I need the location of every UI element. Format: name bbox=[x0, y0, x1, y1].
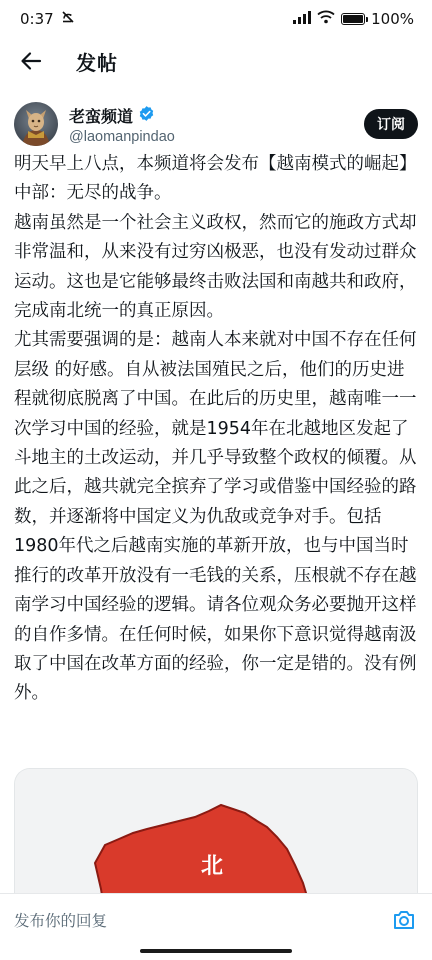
battery-fill bbox=[343, 15, 363, 23]
status-right bbox=[293, 10, 414, 28]
reply-bar bbox=[0, 893, 432, 945]
camera-button[interactable] bbox=[390, 906, 418, 934]
avatar[interactable] bbox=[14, 102, 58, 146]
subscribe-button[interactable]: 订阅 bbox=[364, 109, 418, 139]
battery-icon bbox=[341, 13, 365, 25]
vietnam-map-image bbox=[15, 769, 418, 893]
status-left bbox=[20, 9, 76, 29]
home-indicator[interactable] bbox=[140, 949, 292, 953]
post-media-image[interactable] bbox=[14, 768, 418, 893]
post-paragraph: 越南虽然是一个社会主义政权，然而它的施政方式却非常温和，从来没有过穷凶极恶，也没有发动过群众运动。这也是它能够最终击败法国和南越共和政府，完成南北统一的真正原因。 bbox=[14, 212, 417, 322]
page-title: 发帖 bbox=[76, 50, 118, 75]
signal-icon bbox=[293, 10, 311, 28]
post-author-row bbox=[14, 100, 418, 148]
post-paragraph: 尤其需要强调的是：越南人本来就对中国不存在任何层级 的好感。自从被法国殖民之后，他们的历史进程就彻底脱离了中国。在此后的历史里，越南唯一一次学习中国的经验，就是1954年在北越地区发起了斗地主的土改运动，并几乎导致整个政权的倾覆。从此之后，越共就完全摈弃了学习或借鉴中国经验的路数，并逐渐将中国定义为仇敌或竞争对手。包括1980年代之后越南实施的革新开放，也与中国当时推行的改革开放没有一毛钱的关系，压根就不存在越南学习中国经验的逻辑。请各位观众务必要抛开这样的自作多情。在任何时候，如果你下意识觉得越南汲取了中国在改革方面的经验，你一定是错的。没有例外。 bbox=[14, 330, 417, 704]
camera-icon bbox=[392, 909, 416, 931]
author-name-line bbox=[69, 104, 175, 127]
status-bar bbox=[0, 0, 432, 38]
battery-percent: 100% bbox=[371, 10, 414, 28]
status-time: 0:37 bbox=[20, 10, 54, 28]
arrow-left-icon bbox=[20, 50, 42, 72]
author-handle[interactable]: @laomanpindao bbox=[69, 128, 175, 145]
reply-input[interactable]: 发布你的回复 bbox=[14, 911, 108, 930]
do-not-disturb-icon bbox=[60, 9, 76, 29]
author-name[interactable]: 老蛮频道 bbox=[69, 106, 134, 126]
wifi-icon bbox=[317, 10, 335, 28]
top-app-bar bbox=[0, 38, 432, 84]
author-text bbox=[69, 104, 175, 145]
post-paragraph: 明天早上八点，本频道将会发布【越南模式的崛起】中部：无尽的战争。 bbox=[14, 154, 417, 204]
back-button[interactable] bbox=[16, 46, 46, 76]
post-text bbox=[14, 150, 418, 709]
verified-badge-icon bbox=[138, 105, 155, 126]
map-region-label: 北 bbox=[201, 854, 224, 879]
